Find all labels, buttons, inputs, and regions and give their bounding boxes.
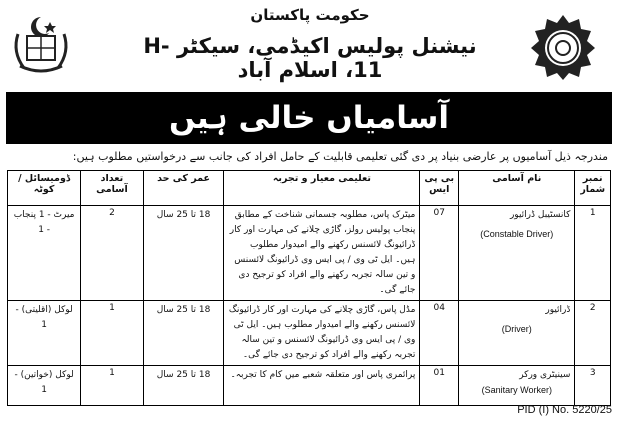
post-name-english: (Driver)	[501, 324, 532, 334]
bps-cell: 04	[420, 301, 459, 366]
quota-cell: میرٹ - 1 پنجاب - 1	[8, 206, 81, 301]
qualification-cell: پرائمری پاس اور متعلقہ شعبے میں کام کا تجربہ۔	[224, 366, 420, 406]
header-post-name: نام آسامی	[459, 171, 575, 206]
post-name-cell	[459, 366, 575, 406]
quota-cell: لوکل (خواتین) - 1	[8, 366, 81, 406]
count-cell: 1	[81, 366, 143, 406]
academy-title: نیشنل پولیس اکیڈمی، سیکٹر H-11، اسلام آباد	[143, 34, 477, 82]
quota-cell: لوکل (اقلیتی) - 1	[8, 301, 81, 366]
count-cell: 2	[81, 206, 143, 301]
bps-cell: 01	[420, 366, 459, 406]
count-cell: 1	[81, 301, 143, 366]
header-serial: نمبر شمار	[575, 171, 611, 206]
serial-cell: 3	[575, 366, 611, 406]
age-cell: 18 تا 25 سال	[143, 366, 224, 406]
serial-cell: 2	[575, 301, 611, 366]
table-row	[8, 366, 611, 406]
intro-text: مندرجہ ذیل آسامیوں پر عارضی بنیاد پر دی گئی تعلیمی قابلیت کے حامل افراد کی جانب سے درخواستیں مطلوب ہیں:	[72, 150, 608, 163]
header-count: تعداد آسامی	[81, 171, 143, 206]
post-name-urdu: کانسٹیبل ڈرائیور	[509, 210, 571, 220]
post-name-english: (Sanitary Worker)	[481, 385, 552, 395]
bps-cell: 07	[420, 206, 459, 301]
post-name-urdu: سینیٹری ورکر	[519, 370, 571, 380]
police-academy-logo-icon	[528, 13, 598, 81]
vacancies-table	[7, 170, 611, 406]
post-name-cell	[459, 301, 575, 366]
qualification-cell: مڈل پاس، گاڑی چلانے کی مہارت اور کار ڈرائیونگ لائسنس رکھنے والے امیدوار مطلوب ہیں۔ ایل ٹی وی / پی ایس وی ڈرائیونگ لائسنس و تین سالہ تجربہ رکھنے والے افراد کو ترجیح دی جائے گی۔	[224, 301, 420, 366]
pid-number: PID (I) No. 5220/25	[517, 404, 612, 416]
banner-text: آسامیاں خالی ہیں	[169, 100, 449, 136]
government-title: حکومت پاکستان	[250, 6, 370, 24]
age-cell: 18 تا 25 سال	[143, 301, 224, 366]
header-quota: ڈومیسائل / کوٹہ	[8, 171, 81, 206]
header-bps: بی پی ایس	[420, 171, 459, 206]
age-cell: 18 تا 25 سال	[143, 206, 224, 301]
post-name-cell	[459, 206, 575, 301]
vacancies-banner	[6, 92, 612, 144]
pakistan-emblem-icon	[10, 14, 72, 76]
qualification-cell: میٹرک پاس، مطلوبہ جسمانی شناخت کے مطابق پنجاب پولیس رولز، گاڑی چلانے کی مہارت اور کار ڈرائیونگ لائسنس رکھنے والے امیدوار مطلوب ہیں۔ ایل ٹی وی / پی ایس وی ڈرائیونگ لائسنس و تین سالہ تجربہ رکھنے والے افراد کو ترجیح دی جائے گی۔	[224, 206, 420, 301]
post-name-english: (Constable Driver)	[480, 229, 554, 239]
table-row	[8, 301, 611, 366]
table-row	[8, 206, 611, 301]
serial-cell: 1	[575, 206, 611, 301]
post-name-urdu: ڈرائیور	[545, 305, 571, 315]
header-age: عمر کی حد	[143, 171, 224, 206]
header-qualification: تعلیمی معیار و تجربہ	[224, 171, 420, 206]
table-header-row	[8, 171, 611, 206]
